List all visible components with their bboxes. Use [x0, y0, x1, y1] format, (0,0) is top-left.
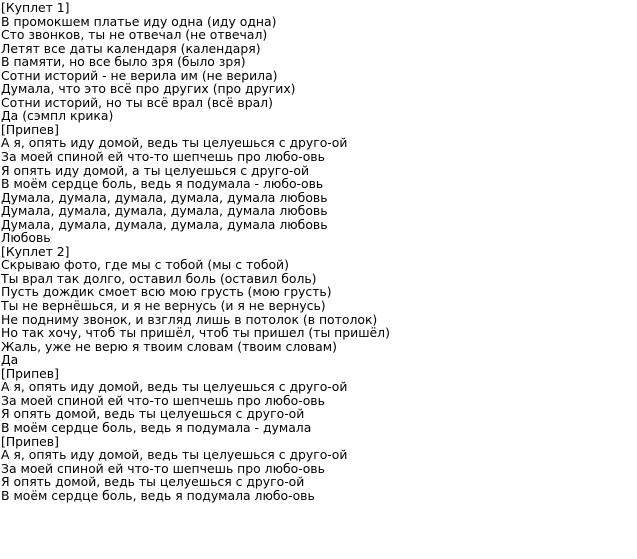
section-header-chorus: [Припев] [1, 433, 59, 449]
lyric-line: За моей спиной ей что-то шепчешь про любо-овь [1, 392, 325, 408]
section-header-verse-2: [Куплет 2] [1, 243, 70, 259]
lyric-line: Скрываю фото, где мы с тобой (мы с тобой) [1, 257, 289, 273]
lyric-line: В моём сердце боль, ведь я подумала любо-овь [1, 487, 315, 503]
lyric-line: Я опять иду домой, а ты целуешься с друго-ой [1, 162, 309, 178]
lyric-line: Думала, думала, думала, думала, думала любовь [1, 203, 328, 219]
lyric-line: А я, опять иду домой, ведь ты целуешься с друго-ой [1, 135, 348, 151]
lyric-line: Думала, думала, думала, думала, думала любовь [1, 189, 328, 205]
lyric-line: За моей спиной ей что-то шепчешь про любо-овь [1, 460, 325, 476]
lyric-line: Сто звонков, ты не отвечал (не отвечал) [1, 27, 268, 43]
lyric-line: Ты не вернёшься, и я не вернусь (и я не вернусь) [1, 298, 326, 314]
lyrics-text [1, 1, 635, 502]
lyric-line: Думала, что это всё про других (про других) [1, 81, 296, 97]
lyric-line: Я опять домой, ведь ты целуешься с друго-ой [1, 406, 305, 422]
lyric-line: А я, опять иду домой, ведь ты целуешься с друго-ой [1, 379, 348, 395]
lyric-line: За моей спиной ей что-то шепчешь про любо-овь [1, 149, 325, 165]
lyric-line: Летят все даты календаря (календаря) [1, 40, 261, 56]
lyric-line: Да (сэмпл крика) [1, 108, 114, 124]
section-header-verse-1: [Куплет 1] [1, 0, 70, 15]
lyric-line: В промокшем платье иду одна (иду одна) [1, 13, 277, 29]
lyric-line: Любовь [1, 230, 51, 246]
lyric-line: В моём сердце боль, ведь я подумала - думала [1, 419, 312, 435]
lyric-line: Сотни историй, но ты всё врал (всё врал) [1, 94, 273, 110]
lyric-line: Не подниму звонок, и взгляд лишь в потолок (в потолок) [1, 311, 378, 327]
lyric-line: Сотни историй - не верила им (не верила) [1, 67, 278, 83]
section-header-chorus: [Припев] [1, 121, 59, 137]
lyric-line: А я, опять иду домой, ведь ты целуешься с друго-ой [1, 447, 348, 463]
lyric-line: В памяти, но все было зря (было зря) [1, 54, 246, 70]
lyric-line: Жаль, уже не верю я твоим словам (твоим словам) [1, 338, 337, 354]
lyric-line: В моём сердце боль, ведь я подумала - любо-овь [1, 176, 324, 192]
lyric-line: Да [1, 352, 19, 368]
lyric-line: Пусть дождик смоет всю мою грусть (мою грусть) [1, 284, 332, 300]
section-header-chorus: [Припев] [1, 365, 59, 381]
lyric-line: Ты врал так долго, оставил боль (оставил боль) [1, 270, 317, 286]
lyric-line: Я опять домой, ведь ты целуешься с друго-ой [1, 474, 305, 490]
lyric-line: Но так хочу, чтоб ты пришёл, чтоб ты пришел (ты пришёл) [1, 325, 390, 341]
lyric-line: Думала, думала, думала, думала, думала любовь [1, 216, 328, 232]
